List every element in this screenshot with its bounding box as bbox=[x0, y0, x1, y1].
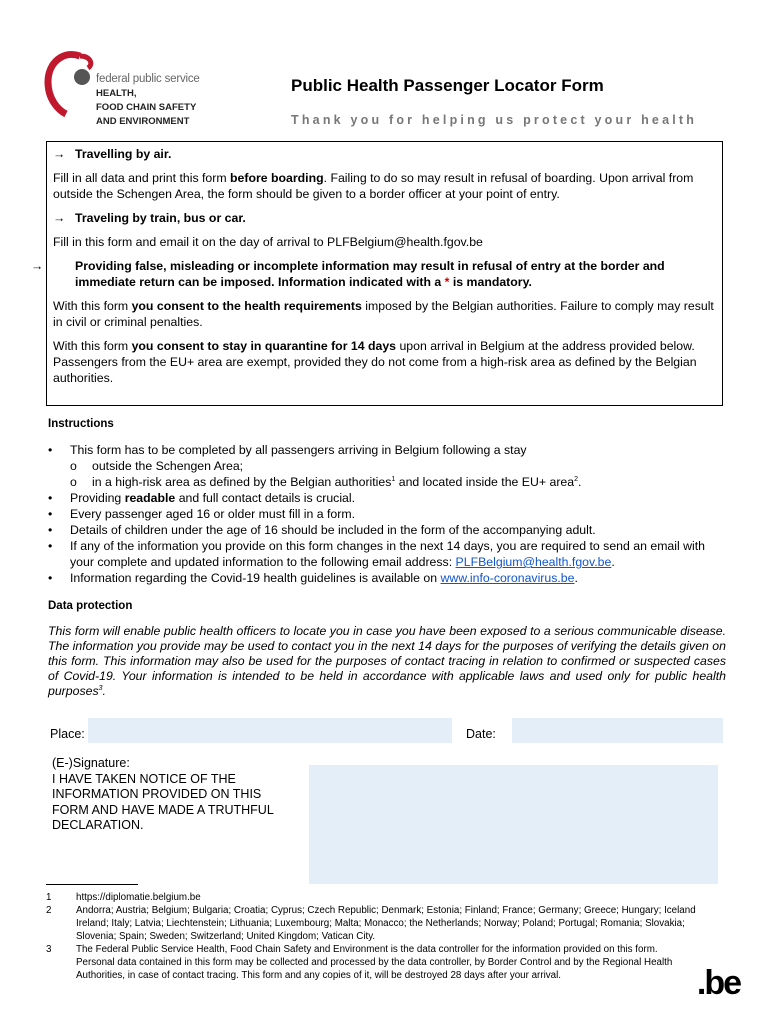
text: Fill in all data and print this form bbox=[53, 171, 231, 185]
bold-text: you consent to stay in quarantine for 14 days bbox=[131, 339, 397, 353]
text: If any of the information you provide on this form changes in the next 14 days, you are required to send an email with your complete and updated information to the following email address: bbox=[70, 539, 706, 569]
data-protection-heading: Data protection bbox=[48, 600, 133, 612]
text: With this form bbox=[53, 339, 132, 353]
footnote-text: Andorra; Austria; Belgium; Bulgaria; Croatia; Cyprus; Czech Republic; Denmark; Estonia; Finland; France; Germany; Greece; Hungary; Iceland Ireland; Italy; Latvia; Liechtenstein; Lithuania; Luxembourg; Malta; Monacco; the Netherlands; Norway; Poland; Portugal; Romania; Slovakia; Slovenia; Spain; Sweden; Switzerland; United Kingdom; Vatican City. bbox=[76, 905, 696, 942]
footnote-ref: 2 bbox=[574, 475, 579, 483]
footnote-ref: 3 bbox=[98, 684, 103, 692]
logo-text: federal public service bbox=[96, 73, 200, 85]
signature-input[interactable] bbox=[309, 765, 718, 884]
heading-text: Travelling by air. bbox=[75, 147, 172, 161]
date-label: Date: bbox=[466, 727, 496, 741]
footnote-ref: 1 bbox=[391, 475, 396, 483]
text: upon arrival in Belgium at the address provided below. Passengers from the EU+ area are exempt, provided they do not come from a high-risk area as defined by the Belgian authorities. bbox=[53, 339, 697, 385]
consent-quarantine bbox=[53, 338, 716, 386]
footnote bbox=[46, 891, 726, 904]
list-item: • Every passenger aged 16 or older must fill in a form. bbox=[48, 506, 728, 522]
text: . bbox=[578, 475, 582, 489]
ground-heading bbox=[53, 210, 716, 226]
text: Providing bbox=[70, 491, 125, 505]
page-subtitle: Thank you for helping us protect your health bbox=[291, 113, 698, 127]
text: . Failing to do so may result in refusal of boarding. Upon arrival from outside the Schengen Area, the form should be given to a border officer at your point of entry. bbox=[53, 171, 694, 201]
text: Providing false, misleading or incomplete information may result in refusal of entry at the border and immediate return can be imposed. Information indicated with a bbox=[75, 259, 665, 289]
footnote bbox=[46, 943, 726, 982]
ground-text: Fill in this form and email it on the day of arrival to PLFBelgium@health.fgov.be bbox=[53, 235, 483, 249]
text: With this form bbox=[53, 299, 132, 313]
list-item: • Details of children under the age of 16 should be included in the form of the accompanying adult. bbox=[48, 522, 728, 538]
be-logo: .be bbox=[696, 964, 740, 1002]
text: . bbox=[102, 684, 106, 698]
footnote-divider bbox=[46, 884, 138, 885]
footnote bbox=[46, 904, 726, 943]
text: Information regarding the Covid-19 health guidelines is available on bbox=[70, 571, 441, 585]
footnote-text: The Federal Public Service Health, Food Chain Safety and Environment is the data controller for the information provided on this form. Personal data contained in this form may be collected and processed by the data controller, by Border Control and by the Regional Health Authorities, in case of contact tracing. This form and any copies of it, will be destroyed 28 days after your arrival. bbox=[76, 944, 673, 981]
air-text bbox=[53, 170, 716, 202]
declaration-text: I HAVE TAKEN NOTICE OF THE INFORMATION PROVIDED ON THIS FORM AND HAVE MADE A TRUTHFUL DECLARATION. bbox=[52, 771, 274, 832]
data-protection-text bbox=[48, 624, 726, 699]
footnote-number: 3 bbox=[46, 944, 52, 955]
text: . bbox=[574, 571, 578, 585]
place-input[interactable] bbox=[88, 718, 452, 743]
list-item bbox=[48, 538, 728, 570]
logo-department bbox=[96, 87, 196, 129]
date-input[interactable] bbox=[512, 718, 723, 743]
instructions-list bbox=[48, 442, 728, 586]
bold-text: readable bbox=[124, 491, 176, 505]
text: and located inside the EU+ area bbox=[395, 475, 575, 489]
false-info-warning bbox=[31, 258, 716, 290]
list-item bbox=[48, 570, 728, 586]
air-heading bbox=[53, 146, 716, 162]
heading-text: Traveling by train, bus or car. bbox=[75, 211, 246, 225]
notice-box bbox=[31, 141, 723, 406]
logo-arc-icon bbox=[44, 44, 104, 124]
place-label: Place: bbox=[50, 727, 85, 741]
list-item bbox=[48, 474, 728, 490]
text: in a high-risk area as defined by the Belgian authorities bbox=[92, 475, 392, 489]
bold-text: before boarding bbox=[230, 171, 324, 185]
signature-label: (E-)Signature: bbox=[52, 756, 130, 770]
list-item: o outside the Schengen Area; bbox=[48, 458, 728, 474]
text: and full contact details is crucial. bbox=[175, 491, 356, 505]
text: is mandatory. bbox=[449, 275, 532, 289]
footnote-number: 1 bbox=[46, 892, 52, 903]
footnotes bbox=[46, 884, 726, 982]
instructions-section bbox=[48, 416, 728, 586]
list-item: • This form has to be completed by all passengers arriving in Belgium following a stay bbox=[48, 442, 728, 458]
consent-health bbox=[53, 298, 716, 330]
arrow-icon: → bbox=[31, 259, 44, 273]
logo-line: AND ENVIRONMENT bbox=[96, 116, 190, 127]
email-link[interactable]: PLFBelgium@health.fgov.be bbox=[455, 555, 612, 569]
bold-text: you consent to the health requirements bbox=[131, 299, 362, 313]
text: This form will enable public health officers to locate you in case you have been exposed to a serious communicable disease. The information you provide may be used to contact you in the next 14 days for the purposes of verifying the details given on this form. This information may also be used for the purposes of contact tracing in relation to confirmed or suspected cases of Covid-19. Your information is intended to be held in accordance with applicable laws and used only for public health purposes bbox=[48, 624, 726, 698]
info-coronavirus-link[interactable]: www.info-coronavirus.be bbox=[440, 571, 575, 585]
arrow-icon: → bbox=[53, 147, 66, 161]
text: . bbox=[611, 555, 615, 569]
fps-health-logo bbox=[44, 44, 214, 127]
footnote-text: https://diplomatie.belgium.be bbox=[76, 892, 201, 903]
list-item bbox=[48, 490, 728, 506]
page-title: Public Health Passenger Locator Form bbox=[291, 76, 604, 95]
logo-line: FOOD CHAIN SAFETY bbox=[96, 102, 197, 113]
instructions-heading: Instructions bbox=[48, 418, 114, 430]
signature-block bbox=[52, 756, 302, 834]
logo-line: HEALTH, bbox=[96, 88, 137, 99]
arrow-icon: → bbox=[53, 211, 66, 225]
mandatory-asterisk: * bbox=[444, 275, 450, 289]
text: imposed by the Belgian authorities. Failure to comply may result in civil or criminal penalties. bbox=[53, 299, 714, 329]
footnote-number: 2 bbox=[46, 905, 52, 916]
data-protection-section bbox=[48, 598, 726, 699]
